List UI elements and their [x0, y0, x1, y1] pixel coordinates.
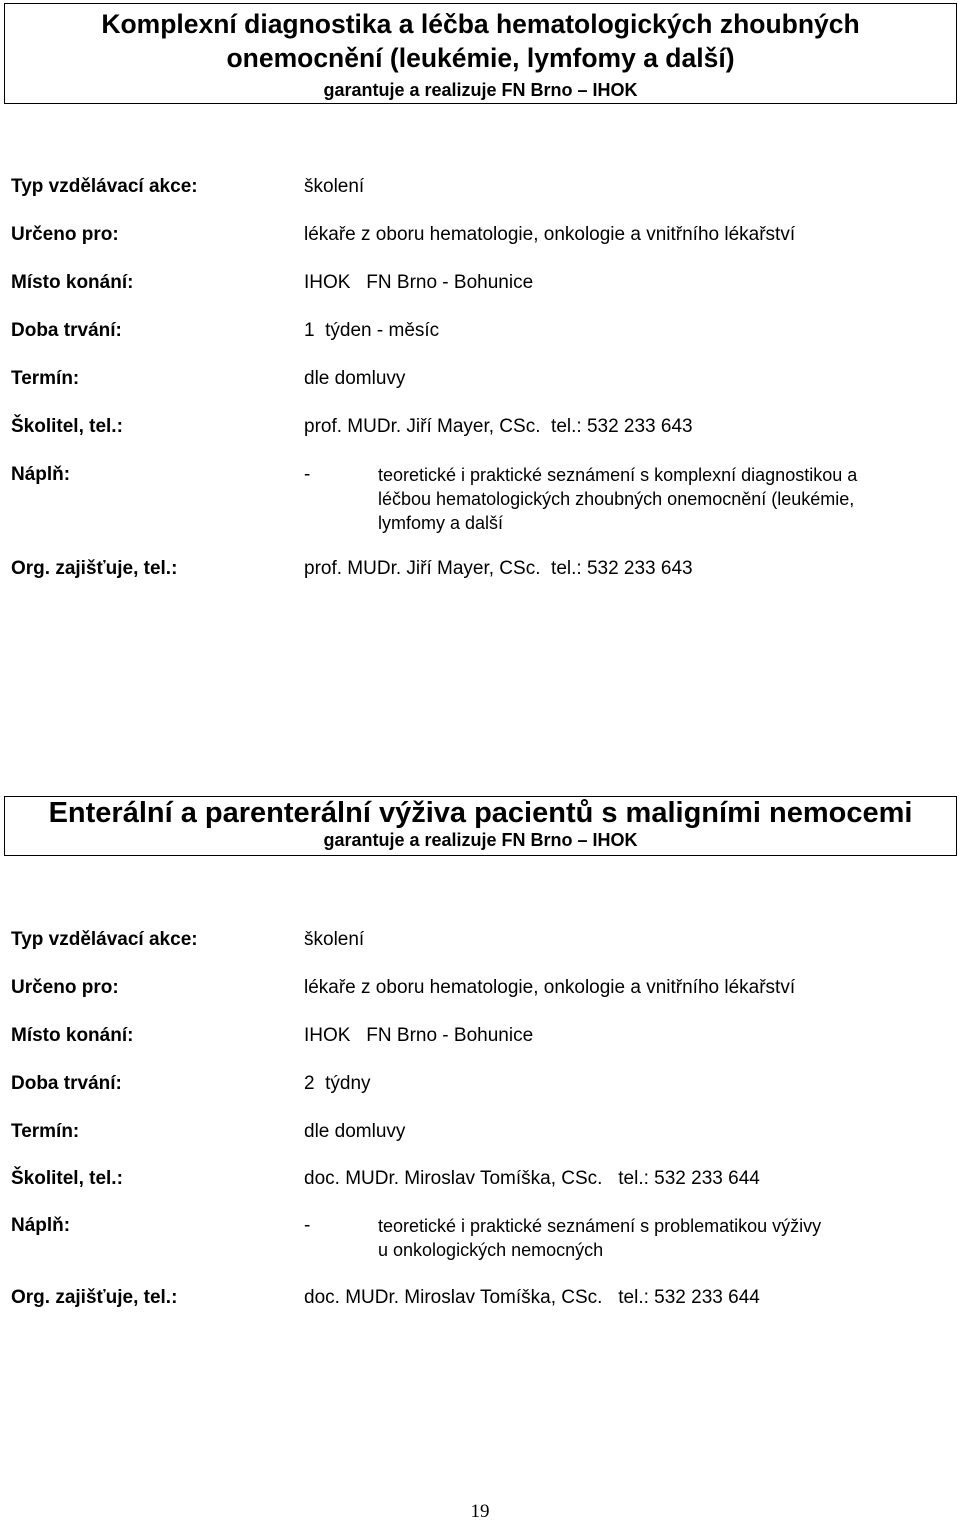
label-napln-2: Náplň:: [11, 1215, 71, 1236]
page-number: 19: [470, 1501, 490, 1522]
value-doba-1: 1 týden - měsíc: [304, 320, 440, 341]
course-header-1: [4, 3, 957, 104]
value-urceno-2: lékaře z oboru hematologie, onkologie a vnitřního lékařství: [304, 977, 796, 998]
course-guarantee-1: garantuje a realizuje FN Brno – IHOK: [323, 80, 638, 100]
napln-2-line1: teoretické i praktické seznámení s problematikou výživy: [378, 1216, 822, 1236]
napln-1-line3: lymfomy a další: [378, 513, 504, 533]
label-termin-2: Termín:: [11, 1121, 80, 1142]
napln-1-line2: léčbou hematologických zhoubných onemocnění (leukémie,: [378, 489, 855, 509]
value-org-1: prof. MUDr. Jiří Mayer, CSc. tel.: 532 233 643: [304, 558, 693, 579]
value-termin-2: dle domluvy: [304, 1121, 406, 1142]
label-skolitel-2: Školitel, tel.:: [11, 1168, 123, 1189]
label-misto-1: Místo konání:: [11, 272, 134, 293]
course-guarantee-2: garantuje a realizuje FN Brno – IHOK: [323, 830, 638, 850]
label-doba-2: Doba trvání:: [11, 1073, 122, 1094]
value-skolitel-2: doc. MUDr. Miroslav Tomíška, CSc. tel.: 532 233 644: [304, 1168, 760, 1189]
value-skolitel-1: prof. MUDr. Jiří Mayer, CSc. tel.: 532 233 643: [304, 416, 693, 437]
value-org-2: doc. MUDr. Miroslav Tomíška, CSc. tel.: 532 233 644: [304, 1287, 760, 1308]
value-misto-2: IHOK FN Brno - Bohunice: [304, 1025, 534, 1046]
label-typ-1: Typ vzdělávací akce:: [11, 176, 198, 197]
napln-2-line2: u onkologických nemocných: [378, 1240, 604, 1260]
value-typ-2: školení: [304, 929, 365, 950]
napln-text-2: [378, 1214, 948, 1262]
value-urceno-1: lékaře z oboru hematologie, onkologie a vnitřního lékařství: [304, 224, 796, 245]
course-title-1-line1: Komplexní diagnostika a léčba hematologických zhoubných: [101, 9, 860, 39]
napln-1-line1: teoretické i praktické seznámení s komplexní diagnostikou a: [378, 465, 858, 485]
napln-dash-2: -: [304, 1215, 311, 1236]
label-skolitel-1: Školitel, tel.:: [11, 416, 123, 437]
label-termin-1: Termín:: [11, 368, 80, 389]
label-misto-2: Místo konání:: [11, 1025, 134, 1046]
course-title-2: Enterální a parenterální výživa pacientů s maligními nemocemi: [48, 797, 913, 829]
label-urceno-1: Určeno pro:: [11, 224, 119, 245]
course-title-1-line2: onemocnění (leukémie, lymfomy a další): [226, 43, 735, 73]
napln-text-1: [378, 463, 948, 535]
value-typ-1: školení: [304, 176, 365, 197]
label-napln-1: Náplň:: [11, 464, 71, 485]
value-termin-1: dle domluvy: [304, 368, 406, 389]
label-doba-1: Doba trvání:: [11, 320, 122, 341]
label-typ-2: Typ vzdělávací akce:: [11, 929, 198, 950]
course-header-2: [4, 796, 957, 856]
value-misto-1: IHOK FN Brno - Bohunice: [304, 272, 534, 293]
value-doba-2: 2 týdny: [304, 1073, 371, 1094]
label-org-2: Org. zajišťuje, tel.:: [11, 1287, 178, 1308]
napln-dash-1: -: [304, 464, 311, 485]
label-urceno-2: Určeno pro:: [11, 977, 119, 998]
label-org-1: Org. zajišťuje, tel.:: [11, 558, 178, 579]
